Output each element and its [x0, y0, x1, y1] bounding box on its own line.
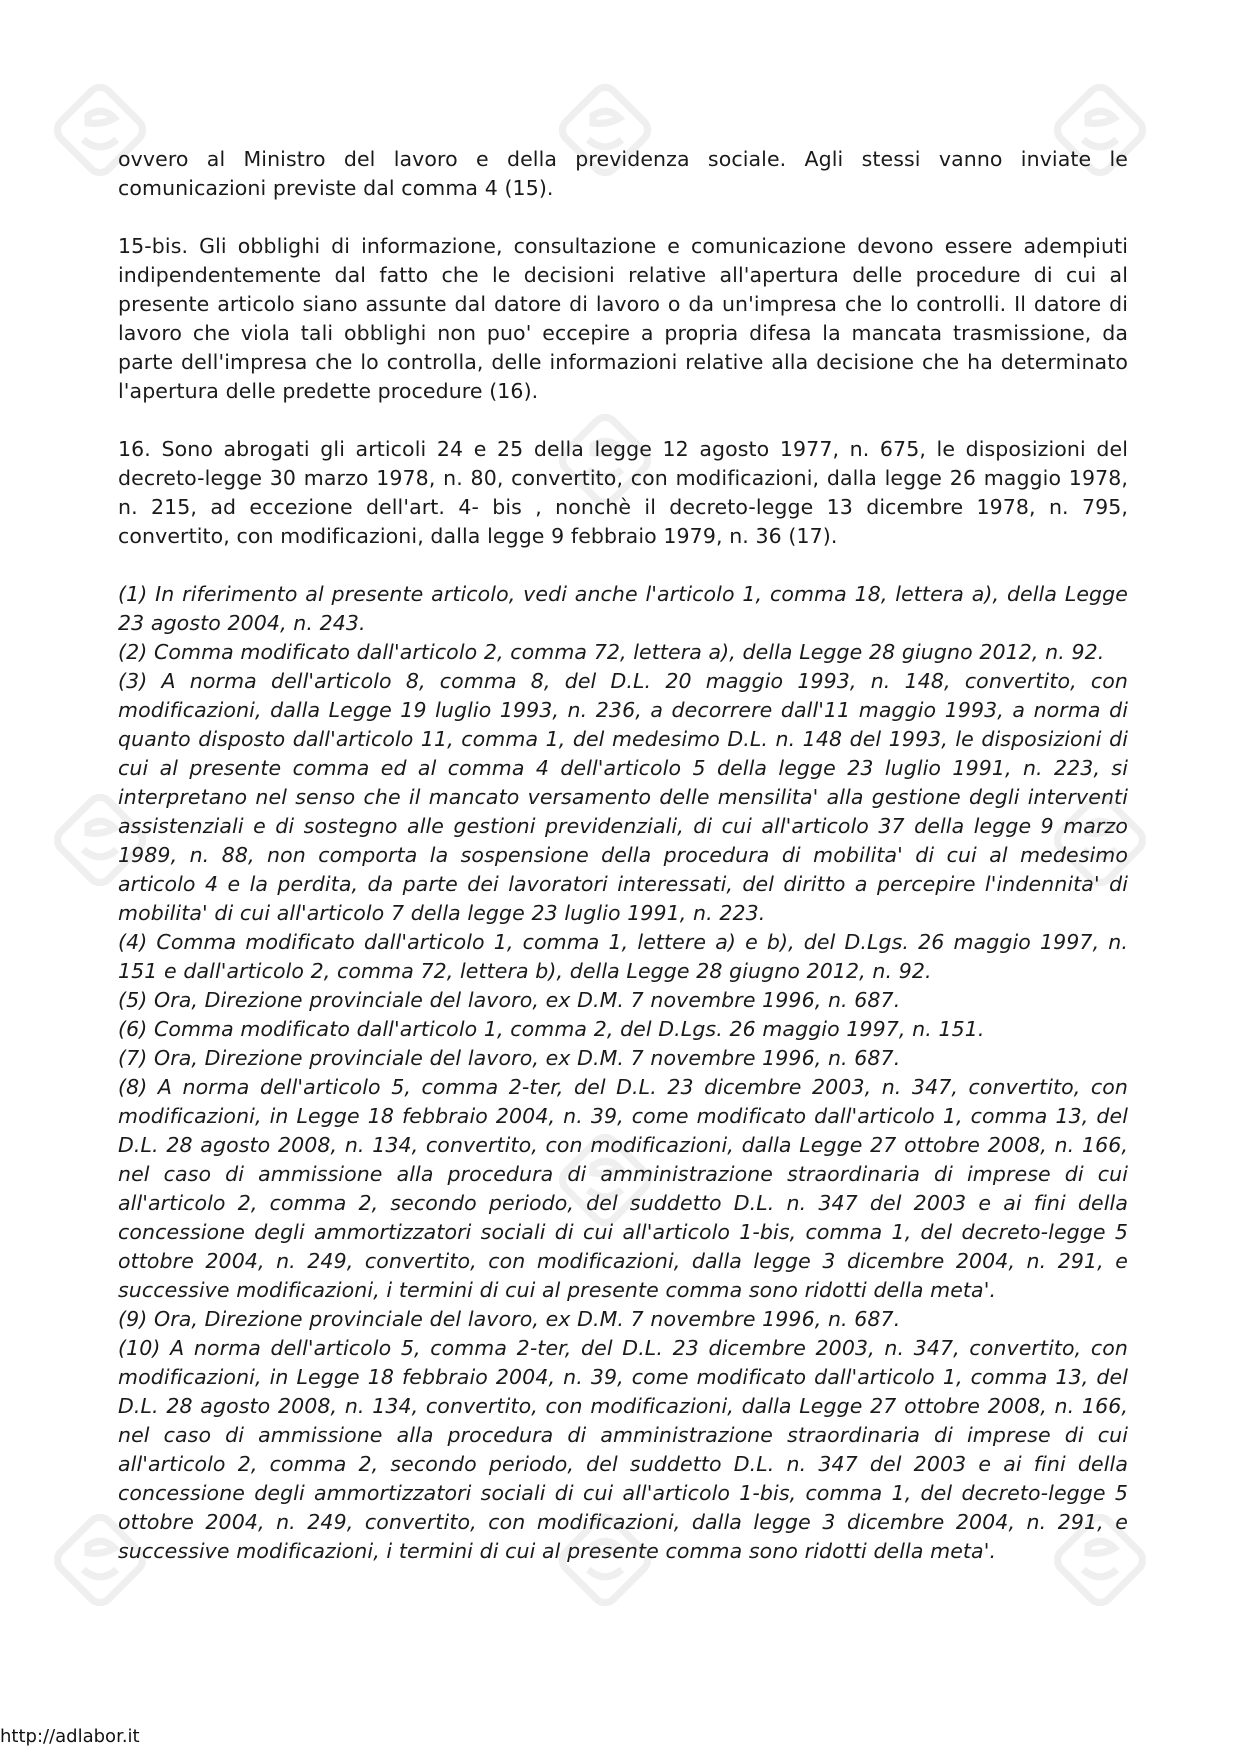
footnote-9: (9) Ora, Direzione provinciale del lavoro, ex D.M. 7 novembre 1996, n. 687.	[118, 1307, 901, 1331]
footnote-6: (6) Comma modificato dall'articolo 1, comma 2, del D.Lgs. 26 maggio 1997, n. 151.	[118, 1017, 985, 1041]
footnotes-list	[118, 580, 1128, 1566]
body-paragraph-15-bis: 15-bis. Gli obblighi di informazione, consultazione e comunicazione devono essere adempiuti indipendentemente dal fatto che le decisioni relative all'apertura delle procedure di cui al presente articolo siano assunte dal datore di lavoro o da un'impresa che lo controlli. Il datore di lavoro che viola tali obblighi non puo' eccepire a propria difesa la mancata trasmissione, da parte dell'impresa che lo controlla, delle informazioni relative alla decisione che ha determinato l'apertura delle predette procedure (16).	[118, 234, 1128, 403]
footnote-4: (4) Comma modificato dall'articolo 1, comma 1, lettere a) e b), del D.Lgs. 26 maggio 1997, n. 151 e dall'articolo 2, comma 72, lettera b), della Legge 28 giugno 2012, n. 92.	[118, 930, 1128, 983]
footnote-3: (3) A norma dell'articolo 8, comma 8, del D.L. 20 maggio 1993, n. 148, convertito, con modificazioni, dalla Legge 19 luglio 1993, n. 236, a decorrere dall'11 maggio 1993, a norma di quanto disposto dall'articolo 11, comma 1, del medesimo D.L. n. 148 del 1993, le disposizioni di cui al presente comma ed al comma 4 dell'articolo 5 della legge 23 luglio 1991, n. 223, si interpretano nel senso che il mancato versamento delle mensilita' alla gestione degli interventi assistenziali e di sostegno alle gestioni previdenziali, di cui all'articolo 37 della legge 9 marzo 1989, n. 88, non comporta la sospensione della procedura di mobilita' di cui al medesimo articolo 4 e la perdita, da parte dei lavoratori interessati, del diritto a percepire l'indennita' di mobilita' di cui all'articolo 7 della legge 23 luglio 1991, n. 223.	[118, 669, 1128, 925]
footnote-2: (2) Comma modificato dall'articolo 2, comma 72, lettera a), della Legge 28 giugno 2012, n. 92.	[118, 640, 1105, 664]
body-paragraph-16: 16. Sono abrogati gli articoli 24 e 25 della legge 12 agosto 1977, n. 675, le disposizioni del decreto-legge 30 marzo 1978, n. 80, convertito, con modificazioni, dalla legge 26 maggio 1978, n. 215, ad eccezione dell'art. 4- bis , nonchè il decreto-legge 13 dicembre 1978, n. 795, convertito, con modificazioni, dalla legge 9 febbraio 1979, n. 36 (17).	[118, 437, 1128, 548]
footnote-7: (7) Ora, Direzione provinciale del lavoro, ex D.M. 7 novembre 1996, n. 687.	[118, 1046, 901, 1070]
document-page	[118, 145, 1128, 1566]
body-paragraph-continuation: ovvero al Ministro del lavoro e della previdenza sociale. Agli stessi vanno inviate le comunicazioni previste dal comma 4 (15).	[118, 147, 1128, 200]
footnote-8: (8) A norma dell'articolo 5, comma 2-ter, del D.L. 23 dicembre 2003, n. 347, convertito, con modificazioni, in Legge 18 febbraio 2004, n. 39, come modificato dall'articolo 1, comma 13, del D.L. 28 agosto 2008, n. 134, convertito, con modificazioni, dalla Legge 27 ottobre 2008, n. 166, nel caso di ammissione alla procedura di amministrazione straordinaria di imprese di cui all'articolo 2, comma 2, secondo periodo, del suddetto D.L. n. 347 del 2003 e ai fini della concessione degli ammortizzatori sociali di cui all'articolo 1-bis, comma 1, del decreto-legge 5 ottobre 2004, n. 249, convertito, con modificazioni, dalla legge 3 dicembre 2004, n. 291, e successive modificazioni, i termini di cui al presente comma sono ridotti della meta'.	[118, 1075, 1128, 1302]
footnote-10: (10) A norma dell'articolo 5, comma 2-ter, del D.L. 23 dicembre 2003, n. 347, convertito, con modificazioni, in Legge 18 febbraio 2004, n. 39, come modificato dall'articolo 1, comma 13, del D.L. 28 agosto 2008, n. 134, convertito, con modificazioni, dalla Legge 27 ottobre 2008, n. 166, nel caso di ammissione alla procedura di amministrazione straordinaria di imprese di cui all'articolo 2, comma 2, secondo periodo, del suddetto D.L. n. 347 del 2003 e ai fini della concessione degli ammortizzatori sociali di cui all'articolo 1-bis, comma 1, del decreto-legge 5 ottobre 2004, n. 249, convertito, con modificazioni, dalla legge 3 dicembre 2004, n. 291, e successive modificazioni, i termini di cui al presente comma sono ridotti della meta'.	[118, 1336, 1128, 1563]
footnote-1: (1) In riferimento al presente articolo, vedi anche l'articolo 1, comma 18, lettera a), della Legge 23 agosto 2004, n. 243.	[118, 582, 1128, 635]
footnote-5: (5) Ora, Direzione provinciale del lavoro, ex D.M. 7 novembre 1996, n. 687.	[118, 988, 901, 1012]
footer-url-link[interactable]: http://adlabor.it	[0, 1726, 140, 1747]
